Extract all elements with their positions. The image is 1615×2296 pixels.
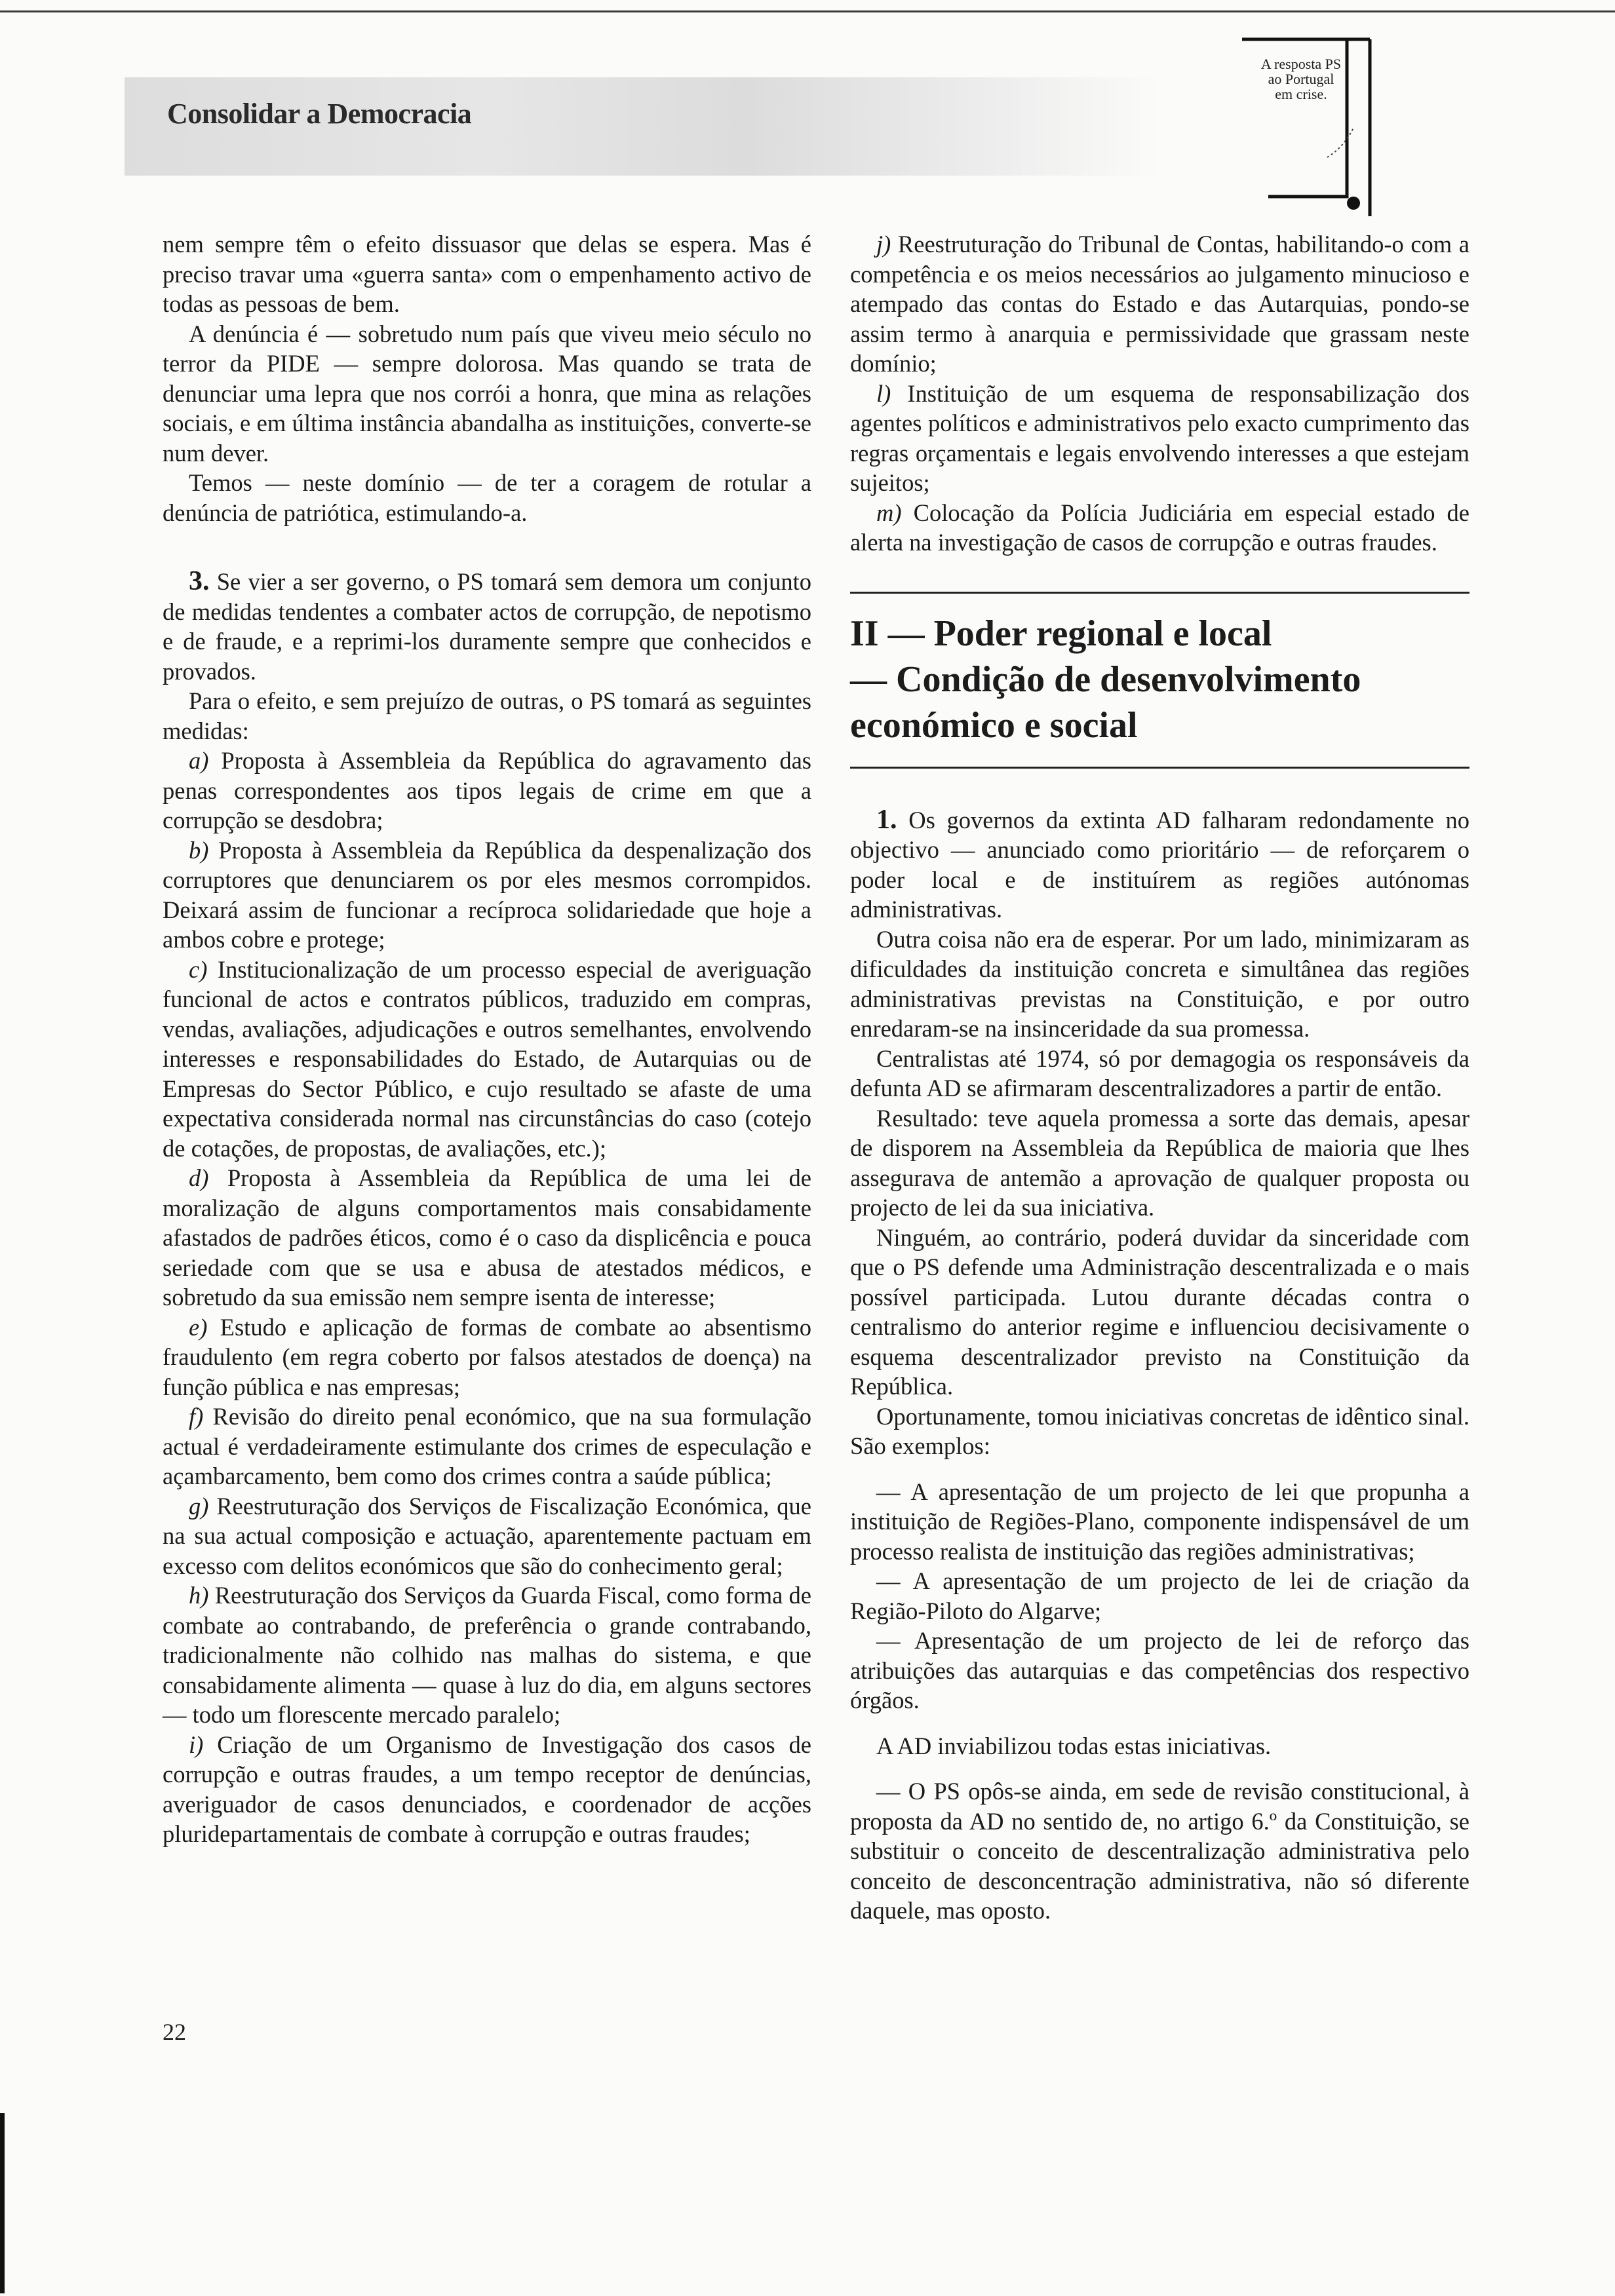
page-number: 22: [163, 2019, 186, 2045]
right-column: [850, 229, 1469, 1926]
list-item: — A apresentação de um projecto de lei que propunha a instituição de Regiões-Plano, componente indispensável de um processo realista de instituição das regiões administrativas;: [850, 1478, 1469, 1565]
item-label: f): [189, 1403, 204, 1430]
logo-line-3: em crise.: [1275, 86, 1327, 102]
section-number: 1.: [876, 804, 897, 835]
paragraph: A AD inviabilizou todas estas iniciativas.: [876, 1732, 1272, 1759]
item-label: g): [189, 1492, 209, 1520]
scan-margin-mark: [0, 2113, 5, 2293]
item-text: Revisão do direito penal económico, que na sua formulação actual é verdadeiramente estimulante dos crimes de especulação e açambarcamento, bem como dos crimes contra a saúde pública;: [163, 1403, 812, 1489]
paragraph: nem sempre têm o efeito dissuasor que delas se espera. Mas é preciso travar uma «guerra santa» com o empenhamento activo de todas as pessoas de bem.: [163, 231, 811, 317]
list-item: [163, 746, 811, 835]
item-label: i): [189, 1731, 204, 1758]
paragraph: Resultado: teve aquela promessa a sorte das demais, apesar de disporem na Assembleia da República de maioria que lhes assegurava de antemão a aprovação de qualquer proposta ou projecto de lei da sua iniciativa.: [850, 1104, 1469, 1221]
list-item: [163, 1730, 811, 1849]
item-text: Reestruturação dos Serviços de Fiscalização Económica, que na sua actual composição e actuação, aparentemente pactuam em excesso com delitos económicos que são do conhecimento geral;: [163, 1492, 811, 1579]
paragraph: Centralistas até 1974, só por demagogia os responsáveis da defunta AD se afirmaram descentralizadores a partir de então.: [850, 1044, 1469, 1101]
item-label: e): [189, 1313, 208, 1341]
item-label: b): [189, 836, 209, 864]
chapter-heading: [850, 592, 1469, 769]
list-item: [163, 835, 811, 955]
left-column: [163, 229, 811, 1849]
item-label: j): [876, 231, 891, 258]
heading-line-2: — Condição de desenvolvimento: [850, 659, 1361, 700]
item-label: l): [876, 379, 891, 407]
list-item: [850, 379, 1469, 498]
item-label: m): [876, 499, 902, 526]
section-title: Consolidar a Democracia: [167, 98, 472, 130]
item-text: Reestruturação do Tribunal de Contas, habilitando-o com a competência e os meios necessários ao julgamento minucioso e atempado das contas do Estado e das Autarquias, pondo-se assim termo à anarquia e permissividade que grassam neste domínio;: [850, 231, 1470, 377]
list-item: — A apresentação de um projecto de lei de criação da Região-Piloto do Algarve;: [850, 1567, 1469, 1624]
item-text: Reestruturação dos Serviços da Guarda Fiscal, como forma de combate ao contrabando, de preferência o grande contrabando, tradicionalmente não colhido nas malhas do sistema, e que consabidamente alimenta — quase à luz do dia, em alguns sectores — todo um florescente mercado paralelo;: [163, 1582, 812, 1728]
item-text: Proposta à Assembleia da República do agravamento das penas correspondentes aos tipos legais de crime em que a corrupção se desdobra;: [163, 747, 811, 833]
list-item: [850, 229, 1469, 379]
paragraph: Oportunamente, tomou iniciativas concretas de idêntico sinal. São exemplos:: [850, 1402, 1469, 1459]
section-3-paragraph: [163, 567, 811, 686]
list-item: [850, 498, 1469, 558]
paragraph: Para o efeito, e sem prejuízo de outras, o PS tomará as seguintes medidas:: [163, 687, 811, 744]
list-item: [163, 1163, 811, 1312]
item-label: h): [189, 1582, 209, 1609]
heading-line-3: económico e social: [850, 704, 1138, 746]
section-1-paragraph: [850, 805, 1469, 925]
list-item: [163, 1402, 811, 1491]
logo-caption: [1236, 56, 1367, 102]
paragraph: Outra coisa não era de esperar. Por um lado, minimizaram as dificuldades da instituição concreta e simultânea das regiões administrativas previstas na Constituição, e por outro enredaram-se na insinceridade da sua promessa.: [850, 925, 1469, 1042]
item-label: d): [189, 1164, 209, 1191]
paragraph: A denúncia é — sobretudo num país que viveu meio século no terror da PIDE — sempre dolorosa. Mas quando se trata de denunciar uma lepra que nos corrói a honra, que mina as relações sociais, e em última instância abandalha as instituições, converte-se num dever.: [163, 320, 811, 467]
list-item: — Apresentação de um projecto de lei de reforço das atribuições das autarquias e das competências dos respectivo órgãos.: [850, 1627, 1469, 1713]
paragraph: — O PS opôs-se ainda, em sede de revisão constitucional, à proposta da AD no sentido de, no artigo 6.º da Constituição, se substituir o conceito de descentralização administrativa pelo conceito de desconcentração administrativa, não só diferente daquele, mas oposto.: [850, 1778, 1469, 1924]
item-text: Proposta à Assembleia da República da despenalização dos corruptores que denunciarem os por eles mesmos corrompidos. Deixará assim de funcionar a recíproca solidariedade que hoje a ambos cobre e protege;: [163, 836, 812, 953]
logo-line-1: A resposta PS: [1260, 56, 1342, 72]
paragraph: Ninguém, ao contrário, poderá duvidar da sinceridade com que o PS defende uma Administração descentralizada e o mais possível participada. Lutou durante décadas contra o centralismo do anterior regime e influenciou decisivamente o esquema descentralizador previsto na Constituição da República.: [850, 1223, 1469, 1400]
top-rule: [0, 10, 1615, 12]
section-text: Os governos da extinta AD falharam redondamente no objectivo — anunciado como prioritário — de reforçarem o poder local e de instituírem as regiões autónomas administrativas.: [850, 806, 1469, 923]
logo-line-2: ao Portugal: [1268, 71, 1334, 87]
section-text: Se vier a ser governo, o PS tomará sem demora um conjunto de medidas tendentes a combater actos de corrupção, de nepotismo e de fraude, e a reprimi-los duramente sempre que conhecidos e provados.: [163, 568, 811, 685]
item-text: Colocação da Polícia Judiciária em especial estado de alerta na investigação de casos de corrupção e outras fraudes.: [850, 499, 1470, 556]
list-item: [163, 1580, 811, 1730]
list-item: [163, 1312, 811, 1402]
item-text: Instituição de um esquema de responsabilização dos agentes políticos e administrativos pelo exacto cumprimento das regras orçamentais e legais envolvendo interesses a que estejam sujeitos;: [850, 379, 1469, 496]
heading-line-1: II — Poder regional e local: [850, 613, 1272, 654]
item-label: c): [189, 955, 208, 983]
paragraph: Temos — neste domínio — de ter a coragem de rotular a denúncia de patriótica, estimulando-a.: [163, 469, 811, 526]
list-item: [163, 1491, 811, 1581]
item-text: Criação de um Organismo de Investigação dos casos de corrupção e outras fraudes, a um tempo receptor de denúncias, averiguador de casos denunciados, e coordenador de acções pluridepartamentais de combate à corrupção e outras fraudes;: [163, 1731, 812, 1847]
item-label: a): [189, 747, 209, 774]
item-text: Proposta à Assembleia da República de uma lei de moralização de alguns comportamentos mais consabidamente afastados de padrões éticos, como é o caso da displicência e pouca seriedade com que se usa e abusa de atestados médicos, e sobretudo da sua emissão nem sempre isenta de interesse;: [163, 1164, 811, 1311]
list-item: [163, 955, 811, 1164]
section-number: 3.: [189, 566, 210, 596]
item-text: Institucionalização de um processo especial de averiguação funcional de actos e contratos públicos, traduzido em compras, vendas, avaliações, adjudicações e outros semelhantes, envolvendo interesses e responsabilidades do Estado, de Autarquias ou de Empresas do Sector Público, e cujo resultado se afaste de uma expectativa considerada normal nas circunstâncias do caso (cotejo de cotações, de propostas, de avaliações, etc.);: [163, 955, 812, 1162]
item-text: Estudo e aplicação de formas de combate ao absentismo fraudulento (em regra coberto por falsos atestados de doença) na função pública e nas empresas;: [163, 1313, 812, 1400]
